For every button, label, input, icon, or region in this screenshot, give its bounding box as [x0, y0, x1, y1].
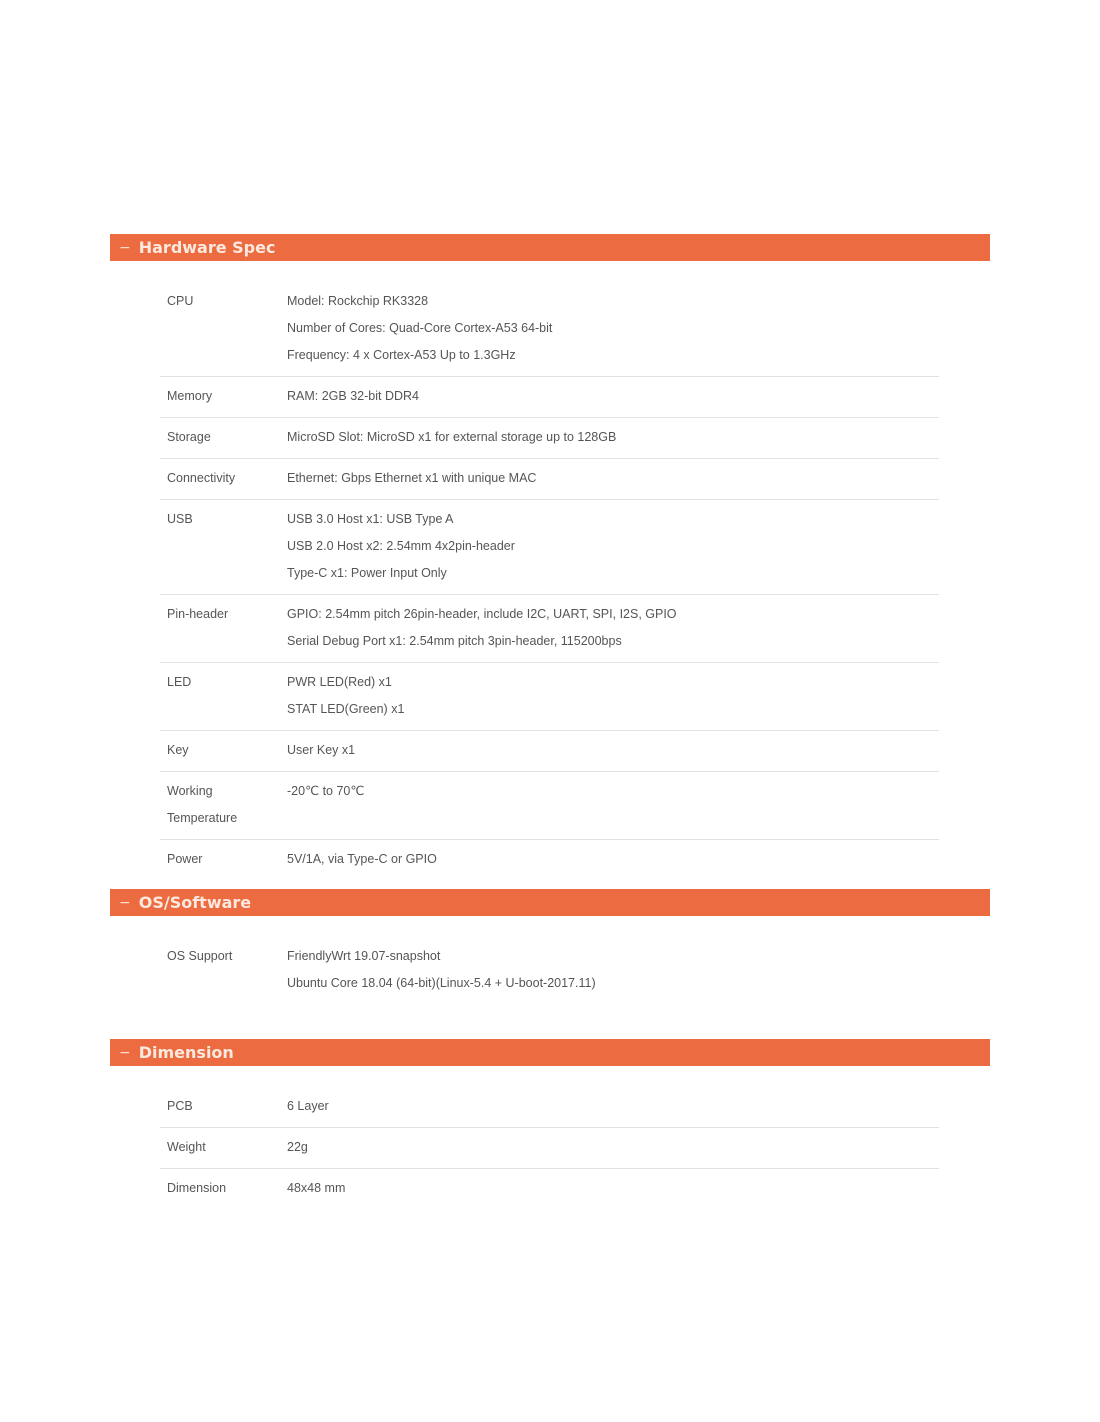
spec-label — [160, 459, 287, 500]
section-header-dimension[interactable] — [110, 1039, 990, 1066]
spec-value-line: 5V/1A, via Type-C or GPIO — [287, 852, 437, 866]
section-header-hardware-spec[interactable] — [110, 234, 990, 261]
spec-row — [160, 282, 939, 377]
section-title: Hardware Spec — [138, 238, 276, 257]
spec-value-line: -20℃ to 70℃ — [287, 784, 365, 798]
spec-label-text: OS Support — [167, 949, 233, 963]
section-title: OS/Software — [138, 893, 252, 912]
spec-row — [160, 840, 939, 881]
spec-value — [287, 418, 939, 459]
spec-value-line: Ethernet: Gbps Ethernet x1 with unique MAC — [287, 471, 537, 485]
collapse-minus-icon[interactable]: − — [119, 1044, 131, 1061]
spec-value-line: MicroSD Slot: MicroSD x1 for external storage up to 128GB — [287, 430, 617, 444]
spec-value-line: 6 Layer — [287, 1099, 329, 1113]
spec-value — [287, 731, 939, 772]
spec-label-text: Connectivity — [167, 471, 236, 485]
spec-value-line: Serial Debug Port x1: 2.54mm pitch 3pin-header, 115200bps — [287, 634, 622, 648]
spec-row — [160, 418, 939, 459]
spec-value — [287, 772, 939, 840]
spec-label — [160, 1169, 287, 1210]
spec-label-text: Memory — [167, 389, 213, 403]
spec-label — [160, 937, 287, 1004]
spec-value — [287, 459, 939, 500]
spec-label — [160, 377, 287, 418]
spec-value-line: FriendlyWrt 19.07-snapshot — [287, 949, 441, 963]
spec-row — [160, 937, 939, 1004]
spec-label — [160, 1087, 287, 1128]
spec-value-line: Model: Rockchip RK3328 — [287, 294, 429, 308]
spec-value — [287, 937, 939, 1004]
spec-value-line: 48x48 mm — [287, 1181, 346, 1195]
spec-row — [160, 731, 939, 772]
collapse-minus-icon[interactable]: − — [119, 239, 131, 256]
spec-value-line: GPIO: 2.54mm pitch 26pin-header, include I2C, UART, SPI, I2S, GPIO — [287, 607, 677, 621]
spec-label — [160, 500, 287, 595]
spec-label-text: Power — [167, 852, 203, 866]
spec-value-line: USB 3.0 Host x1: USB Type A — [287, 512, 454, 526]
section-title: Dimension — [138, 1043, 234, 1062]
spec-label — [160, 731, 287, 772]
spec-label-text: CPU — [167, 294, 194, 308]
spec-value-line: PWR LED(Red) x1 — [287, 675, 392, 689]
spec-label — [160, 595, 287, 663]
spec-value — [287, 282, 939, 377]
spec-label-text: Key — [167, 743, 189, 757]
spec-row — [160, 377, 939, 418]
spec-table — [160, 937, 939, 1004]
spec-label — [160, 282, 287, 377]
spec-value — [287, 377, 939, 418]
spec-value-line: USB 2.0 Host x2: 2.54mm 4x2pin-header — [287, 539, 515, 553]
spec-value-line: RAM: 2GB 32-bit DDR4 — [287, 389, 419, 403]
spec-label — [160, 663, 287, 731]
spec-value-line: 22g — [287, 1140, 308, 1154]
spec-row — [160, 1087, 939, 1128]
spec-value — [287, 1087, 939, 1128]
spec-label-text: Working — [167, 784, 213, 798]
spec-value — [287, 663, 939, 731]
spec-table — [160, 282, 939, 880]
spec-value — [287, 595, 939, 663]
spec-label-text: Storage — [167, 430, 211, 444]
spec-label — [160, 418, 287, 459]
spec-label-text: USB — [167, 512, 193, 526]
spec-label-text: Temperature — [167, 811, 238, 825]
spec-value — [287, 500, 939, 595]
spec-value-line: Ubuntu Core 18.04 (64-bit)(Linux-5.4 + U-boot-2017.11) — [287, 976, 596, 990]
spec-label — [160, 772, 287, 840]
spec-table — [160, 1087, 939, 1209]
spec-label-text: LED — [167, 675, 192, 689]
spec-row — [160, 772, 939, 840]
spec-row — [160, 663, 939, 731]
spec-value-line: User Key x1 — [287, 743, 356, 757]
spec-value — [287, 840, 939, 881]
spec-row — [160, 1128, 939, 1169]
spec-value-line: Type-C x1: Power Input Only — [287, 566, 447, 580]
spec-label-text: Dimension — [167, 1181, 227, 1195]
spec-value-line: Frequency: 4 x Cortex-A53 Up to 1.3GHz — [287, 348, 516, 362]
spec-label-text: Pin-header — [167, 607, 229, 621]
spec-value — [287, 1169, 939, 1210]
collapse-minus-icon[interactable]: − — [119, 894, 131, 911]
section-header-os-software[interactable] — [110, 889, 990, 916]
spec-label-text: PCB — [167, 1099, 193, 1113]
spec-row — [160, 595, 939, 663]
spec-value-line: Number of Cores: Quad-Core Cortex-A53 64-bit — [287, 321, 553, 335]
spec-row — [160, 500, 939, 595]
spec-row — [160, 459, 939, 500]
spec-row — [160, 1169, 939, 1210]
spec-label — [160, 840, 287, 881]
spec-label-text: Weight — [167, 1140, 206, 1154]
spec-value-line: STAT LED(Green) x1 — [287, 702, 405, 716]
spec-value — [287, 1128, 939, 1169]
spec-label — [160, 1128, 287, 1169]
